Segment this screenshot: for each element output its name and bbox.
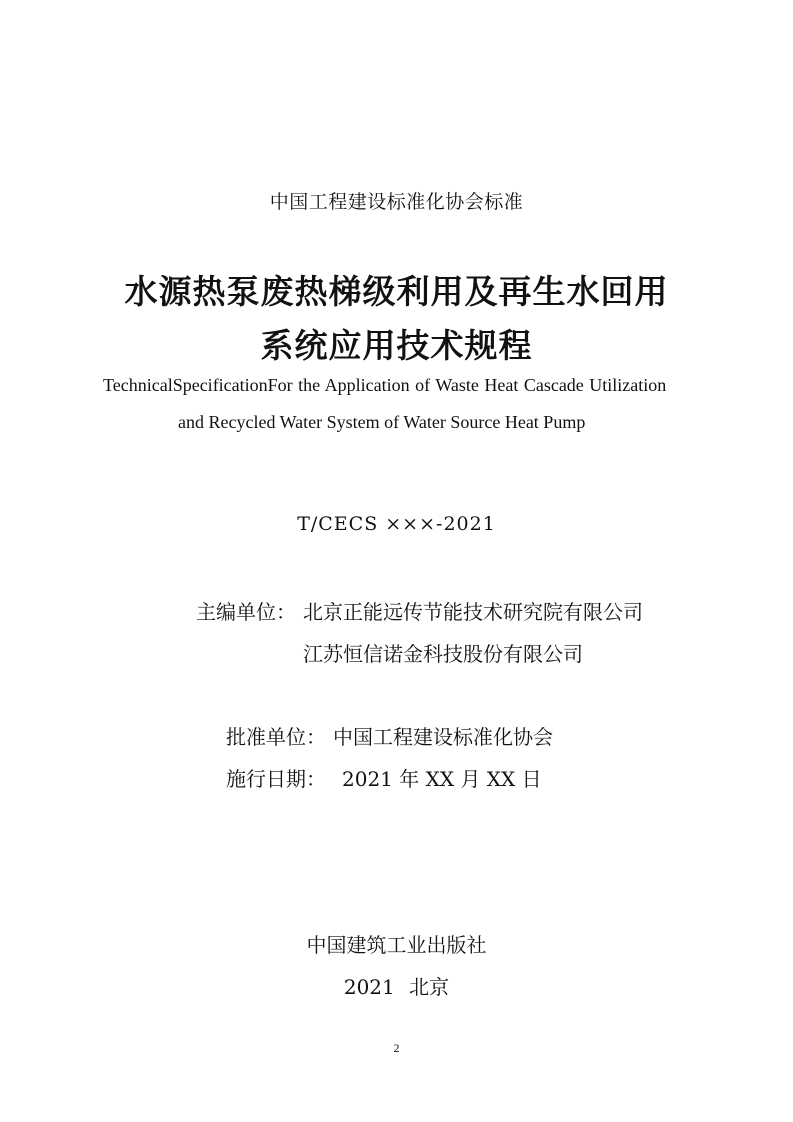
standard-code: T/CECS ×××-2021 bbox=[297, 513, 496, 535]
approval-label: 批准单位： bbox=[226, 725, 326, 749]
page-number: 2 bbox=[393, 1041, 400, 1055]
effective-date: 2021 年 XX 月 XX 日 bbox=[342, 767, 542, 791]
publish-year-place: 2021 北京 bbox=[343, 975, 450, 999]
title-chinese-line-2: 系统应用技术规程 bbox=[260, 326, 533, 365]
chief-editor-label: 主编单位： bbox=[196, 600, 296, 624]
chief-editor-unit-2: 江苏恒信诺金科技股份有限公司 bbox=[303, 642, 583, 666]
title-english-line-1: TechnicalSpecificationFor the Application of Waste Heat Cascade Utilization bbox=[103, 375, 667, 395]
effective-date-label: 施行日期： bbox=[226, 767, 326, 791]
chief-editor-unit-1: 北京正能远传节能技术研究院有限公司 bbox=[303, 600, 643, 624]
approval-unit: 中国工程建设标准化协会 bbox=[333, 725, 553, 749]
title-chinese-line-1: 水源热泵废热梯级利用及再生水回用 bbox=[124, 272, 669, 311]
organization-standard: 中国工程建设标准化协会标准 bbox=[269, 191, 524, 213]
publisher: 中国建筑工业出版社 bbox=[306, 933, 487, 957]
title-english-line-2: and Recycled Water System of Water Source Heat Pump bbox=[178, 412, 586, 432]
